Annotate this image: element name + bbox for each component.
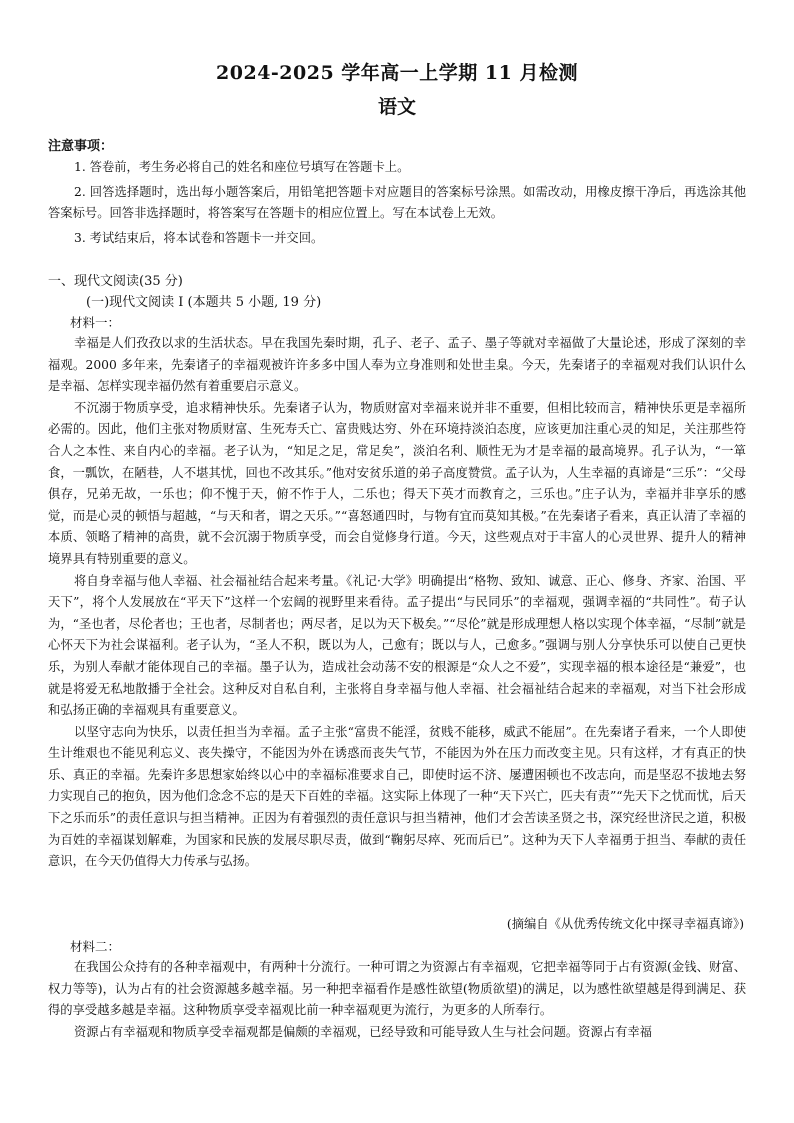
paragraph: 不沉溺于物质享受，追求精神快乐。先秦诸子认为，物质财富对幸福来说并非不重要，但相比较而言，精神快乐更是幸福所必需的。因此，他们主张对物质财富、生死寿夭亡、富贵贱达穷、外在环境持淡泊态度，应该更加注重心灵的知足，关注那些符合人之本性、来自内心的幸福。老子认为，“知足之足，常足矣”，淡泊名利、顺性无为才是幸福的最高境界。孔子认为，“一箪食，一瓢饮，在陋巷，人不堪其忧，回也不改其乐。”他对安贫乐道的弟子高度赞赏。孟子认为，人生幸福的真谛是“三乐”：“父母俱存，兄弟无故，一乐也；仰不愧于天，俯不怍于人，二乐也；得天下英才而教育之，三乐也。”庄子认为，幸福并非享乐的感觉，而是心灵的顿悟与超越，“与天和者，谓之天乐。”“喜怒通四时，与物有宜而莫知其极。”在先秦诸子看来，真正认清了幸福的本质、领略了精神的高贵，就不会沉溺于物质享受，而会自觉修身行道。今天，这些观点对于丰富人的心灵世界、提升人的精神境界具有特别重要的意义。 <box>48 400 746 566</box>
paragraph: 在我国公众持有的各种幸福观中，有两种十分流行。一种可谓之为资源占有幸福观，它把幸福等同于占有资源(金钱、财富、权力等等)，认为占有的社会资源越多越幸福。另一种把幸福看作是感性欲望(物质欲望)的满足，以为感性欲望越是得到满足、获得的享受越多越是幸福。这种物质享受幸福观比前一种幸福观更为流行，为更多的人所奉行。 <box>48 960 746 1018</box>
material-label: 材料二： <box>70 939 121 954</box>
notice-list <box>48 157 746 249</box>
notice-item: 2. 回答选择题时，选出每小题答案后，用铅笔把答题卡对应题目的答案标号涂黑。如需改动，用橡皮擦干净后，再选涂其他答案标号。回答非选择题时，将答案写在答题卡的相应位置上。写在本试卷上无效。 <box>48 184 746 221</box>
paragraph: 将自身幸福与他人幸福、社会福祉结合起来考量。《礼记·大学》明确提出“格物、致知、诚意、正心、修身、齐家、治国、平天下”，将个人发展放在“平天下”这样一个宏阔的视野里来看待。孟子提出“与民同乐”的幸福观，强调幸福的“共同性”。荀子认为，“圣也者，尽伦者也；王也者，尽制者也；两尽者，足以为天下极矣。”“尽伦”就是形成理想人格以实现个体幸福，“尽制”就是心怀天下为社会谋福利。老子认为，“圣人不积，既以为人，己愈有；既以与人，己愈多。”强调与别人分享快乐可以使自己更快乐，为别人奉献才能体现自己的幸福。墨子认为，造成社会动荡不安的根源是“众人之不爱”，实现幸福的根本途径是“兼爱”，也就是将爱无私地散播于全社会。这种反对自私自利，主张将自身幸福与他人幸福、社会福祉结合起来的幸福观，对当下社会形成和弘扬正确的幸福观具有重要意义。 <box>48 573 746 718</box>
exam-title: 2024-2025 学年高一上学期 11 月检测 <box>216 62 578 84</box>
notice-item: 1. 答卷前，考生务必将自己的姓名和座位号填写在答题卡上。 <box>74 160 410 174</box>
notice-heading: 注意事项： <box>48 139 114 154</box>
paragraph: 资源占有幸福观和物质享受幸福观都是偏颇的幸福观，已经导致和可能导致人生与社会问题。资源占有幸福 <box>74 1024 652 1039</box>
notice-item: 3. 考试结束后，将本试卷和答题卡一并交回。 <box>74 230 324 245</box>
paragraph: 以坚守志向为快乐，以责任担当为幸福。孟子主张“富贵不能淫，贫贱不能移，威武不能屈”。在先秦诸子看来，一个人即使生计维艰也不能见利忘义、丧失操守，不能因为外在诱惑而丧失气节，不能因为外在压力而改变主见。只有这样，才有真正的快乐、真正的幸福。先秦许多思想家始终以心中的幸福标准要求自己，即使时运不济、屡遭困顿也不改志向，而是坚忍不拔地去努力实现自己的抱负，因为他们念念不忘的是天下百姓的幸福。这实际上体现了一种“天下兴亡，匹夫有责”“先天下之忧而忧，后天下之乐而乐”的责任意识与担当精神。正因为有着强烈的责任意识与担当精神，他们才会苦读圣贤之书，深究经世济民之道，积极为百姓的幸福谋划解难，为国家和民族的发展尽职尽责，做到“鞠躬尽瘁、死而后已”。这种为天下人幸福勇于担当、奉献的责任意识，在今天仍值得大力传承与弘扬。 <box>48 724 746 869</box>
material2-body <box>48 957 746 1043</box>
material-label: 材料一： <box>70 315 121 330</box>
subsection-heading: (一)现代文阅读 I (本题共 5 小题, 19 分) <box>86 295 322 310</box>
paragraph: 幸福是人们孜孜以求的生活状态。早在我国先秦时期，孔子、老子、孟子、墨子等就对幸福做了大量论述，形成了深刻的幸福观。2000 多年来，先秦诸子的幸福观被许许多多中国人奉为立身准则和处世圭臬。今天，先秦诸子的幸福观对我们认识什么是幸福、怎样实现幸福仍然有着重要启示意义。 <box>48 336 746 394</box>
source-citation: (摘编自《从优秀传统文化中探寻幸福真谛》) <box>506 917 744 931</box>
section-heading: 一、现代文阅读(35 分) <box>48 274 183 289</box>
subject-title: 语文 <box>377 96 416 118</box>
material1-body <box>48 333 746 873</box>
